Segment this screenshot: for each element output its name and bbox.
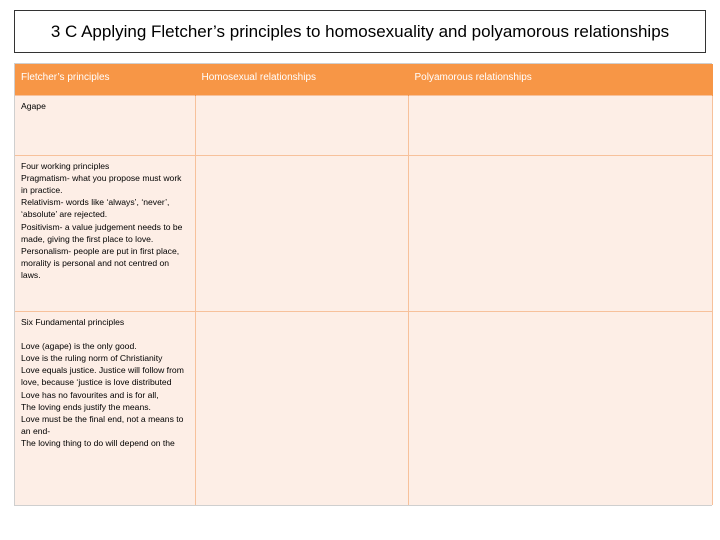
principle-line: Love is the ruling norm of Christianity bbox=[21, 352, 163, 363]
cell-six-principles bbox=[15, 311, 195, 505]
principle-line: The loving ends justify the means. bbox=[21, 401, 151, 412]
agape-label: Agape bbox=[21, 100, 46, 111]
principles-table bbox=[15, 64, 713, 505]
cell-agape-principle bbox=[15, 95, 195, 155]
cell-working-principles bbox=[15, 155, 195, 311]
cell-agape-polyamorous[interactable] bbox=[408, 95, 712, 155]
page-title: 3 C Applying Fletcher’s principles to homosexuality and polyamorous relationships bbox=[50, 21, 670, 41]
header-homosexual-relationships: Homosexual relationships bbox=[195, 64, 408, 95]
table-header-row bbox=[15, 64, 712, 95]
positivism-text: Positivism- a value judgement needs to be made, giving the first place to love. bbox=[21, 221, 183, 244]
header-fletchers-principles: Fletcher’s principles bbox=[15, 64, 195, 95]
table-row-six-fundamental-principles bbox=[15, 311, 712, 505]
principle-line: Love has no favourites and is for all, bbox=[21, 389, 159, 400]
spacer bbox=[21, 328, 189, 340]
principles-table-container bbox=[14, 63, 712, 506]
working-principles-heading: Four working principles bbox=[21, 160, 110, 171]
personalism-text: Personalism- people are put in first place, morality is personal and not centred on laws. bbox=[21, 245, 180, 281]
principle-line: Love equals justice. Justice will follow from love, because ‘justice is love distributed bbox=[21, 365, 184, 388]
principle-line: Love must be the final end, not a means to an end- bbox=[21, 413, 184, 437]
cell-agape-homosexual[interactable] bbox=[195, 95, 408, 155]
principle-line: The loving thing to do will depend on the bbox=[21, 438, 175, 449]
cell-six-polyamorous[interactable] bbox=[408, 311, 712, 505]
cell-working-homosexual[interactable] bbox=[195, 155, 408, 311]
table-row-agape bbox=[15, 95, 712, 155]
table-row-working-principles bbox=[15, 155, 712, 311]
principle-line: Love (agape) is the only good. bbox=[21, 340, 137, 351]
six-principles-heading: Six Fundamental principles bbox=[21, 316, 125, 327]
pragmatism-text: Pragmatism- what you propose must work in practice. bbox=[21, 172, 182, 195]
cell-working-polyamorous[interactable] bbox=[408, 155, 712, 311]
title-box bbox=[14, 10, 706, 53]
header-polyamorous-relationships: Polyamorous relationships bbox=[408, 64, 712, 95]
cell-six-homosexual[interactable] bbox=[195, 311, 408, 505]
relativism-text: Relativism- words like ‘always’, ‘never’, ‘absolute’ are rejected. bbox=[21, 197, 170, 220]
